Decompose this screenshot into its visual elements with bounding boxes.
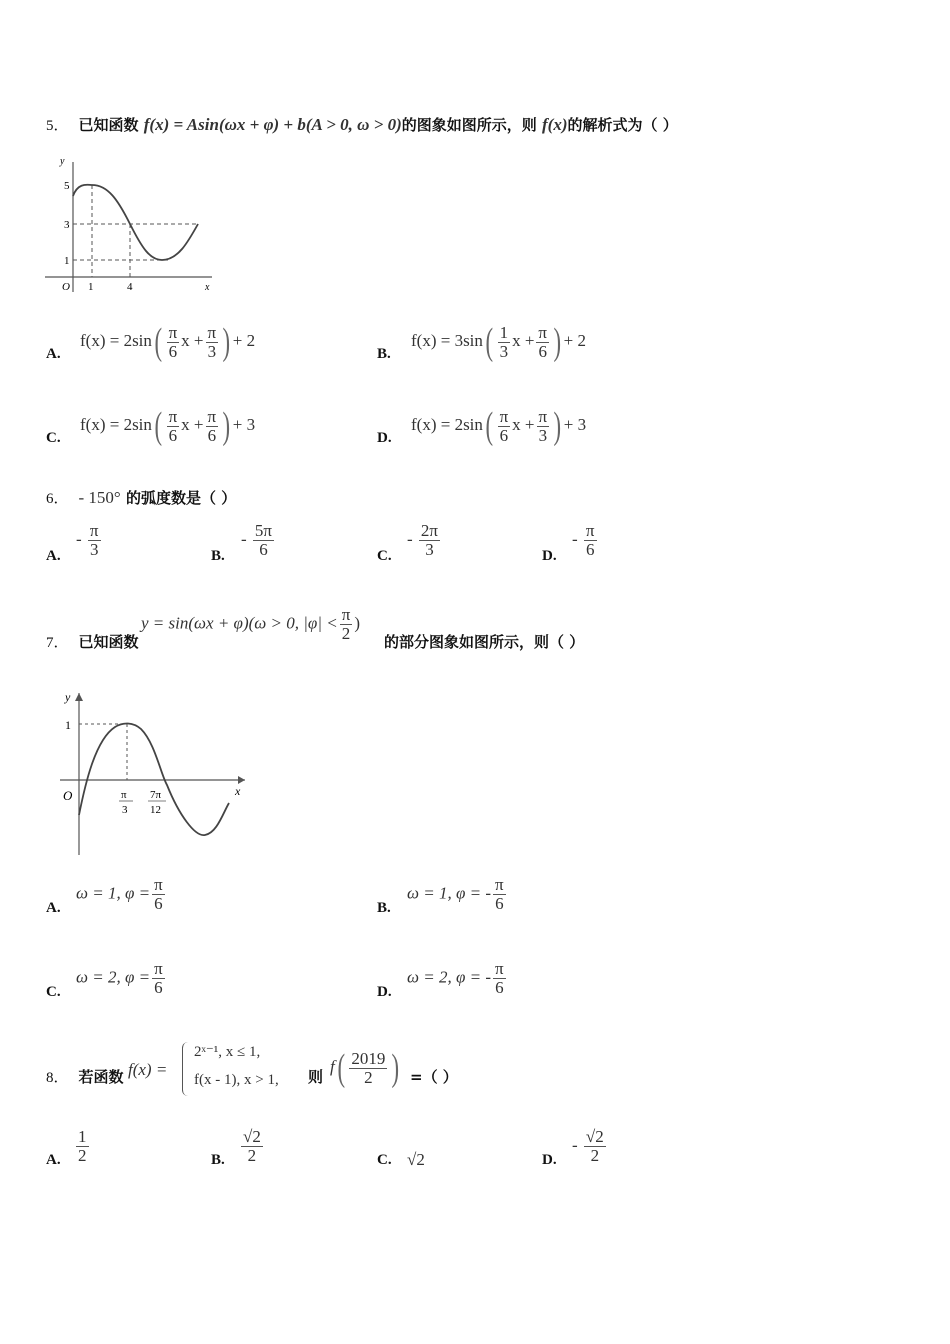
option-formula: f(x) = 2sin( $\frac{\pi}{6}$ x + $\frac{\pi}{3}$ ) + 2 xyxy=(80,321,256,363)
origin-label: O xyxy=(63,788,73,803)
option-label: D. xyxy=(542,1152,557,1168)
option-label: C. xyxy=(377,548,392,564)
question-lead: 已知函数 xyxy=(78,633,139,651)
question-number: 6． xyxy=(46,491,69,507)
question-tail: 的弧度数是（ ） xyxy=(125,489,237,507)
denominator: 6 xyxy=(154,978,163,997)
numerator: π xyxy=(495,959,504,978)
formula-mid: x + xyxy=(181,414,204,434)
numerator: 2019 xyxy=(351,1048,386,1068)
q5-graph xyxy=(40,152,220,297)
formula-mid: x + xyxy=(512,330,535,350)
denominator: 3 xyxy=(207,341,217,361)
origin-label: O xyxy=(62,281,70,293)
numerator: 1 xyxy=(78,1127,87,1146)
option-value xyxy=(239,1128,265,1165)
numerator: π xyxy=(207,406,217,426)
numerator: π xyxy=(168,406,178,426)
question-number: 7． xyxy=(46,635,69,651)
question-lead: 若函数 xyxy=(78,1068,124,1086)
numerator: π xyxy=(207,322,217,342)
option-value xyxy=(572,1128,608,1165)
formula xyxy=(141,606,360,643)
y-tick-5: 5 xyxy=(64,180,70,192)
question-lead: 已知函数 xyxy=(78,116,139,134)
denominator: 2 xyxy=(590,1146,600,1165)
option-value xyxy=(407,960,508,997)
sign: - xyxy=(572,1135,578,1155)
y-axis-label: y xyxy=(65,690,71,704)
y-arrow xyxy=(75,693,83,701)
denominator: 6 xyxy=(495,894,504,913)
numerator: 1 xyxy=(499,322,509,342)
denominator: 6 xyxy=(585,540,595,559)
denominator: 3 xyxy=(89,540,99,559)
numerator: π xyxy=(154,875,163,894)
f-arg: f( $\frac{2019}{2}$ ) xyxy=(330,1047,400,1089)
curve xyxy=(79,723,229,835)
denominator: 2 xyxy=(341,624,351,643)
denominator: 6 xyxy=(538,341,547,361)
fx: f(x) xyxy=(542,115,568,134)
denominator: 2 xyxy=(78,1146,87,1165)
formula-pre: f(x) = 3sin xyxy=(411,330,483,350)
numerator: 5π xyxy=(254,521,273,540)
formula-pre: ω = 2, φ = xyxy=(76,967,151,987)
denominator: 6 xyxy=(259,540,268,559)
formula-post: ) xyxy=(354,613,360,633)
question-mid: 的图象如图所示，则 xyxy=(401,116,537,134)
numerator: π xyxy=(538,406,548,426)
formula-pre: y = sin(ωx + φ)(ω > 0, |φ| < xyxy=(141,613,338,633)
sign: - xyxy=(76,529,82,549)
option-formula: f(x) = 2sin( $\frac{\pi}{6}$ x + $\frac{\pi}{3}$ ) + 3 xyxy=(411,405,587,447)
f-symbol: f xyxy=(330,1056,335,1076)
formula: f(x) = Asin(ωx + φ) + b(A > 0, ω > 0) xyxy=(143,115,402,134)
x-tick-4: 4 xyxy=(127,281,133,293)
formula-mid: x + xyxy=(181,330,204,350)
option-label: D. xyxy=(377,430,392,446)
option-label: B. xyxy=(377,346,391,362)
question-tail: 的解析式为（ ） xyxy=(567,116,678,134)
x-tick-pi3-num: π xyxy=(121,789,127,801)
denominator: 3 xyxy=(499,341,509,361)
y-axis-label: y xyxy=(60,156,65,167)
option-label: D. xyxy=(377,984,392,1000)
brace xyxy=(182,1042,191,1096)
denominator: 6 xyxy=(154,894,163,913)
numerator: π xyxy=(89,521,99,540)
numerator: π xyxy=(495,875,504,894)
x-tick-7pi12-den: 12 xyxy=(150,804,161,816)
denominator: 2 xyxy=(364,1067,373,1087)
x-axis-label: x xyxy=(205,282,210,293)
option-label: B. xyxy=(377,900,391,916)
question-number: 5． xyxy=(46,118,69,134)
option-label: A. xyxy=(46,900,61,916)
x-arrow xyxy=(238,776,245,784)
formula-pre: ω = 1, φ = xyxy=(76,883,151,903)
numerator: √2 xyxy=(585,1127,604,1146)
sign: - xyxy=(241,529,247,549)
option-value: √2 xyxy=(407,1150,425,1169)
option-formula: f(x) = 3sin( $\frac{1}{3}$ x + $\frac{\pi}{6}$ ) + 2 xyxy=(411,321,587,363)
x-tick-7pi12-num: 7π xyxy=(150,789,162,801)
option-value xyxy=(74,1128,91,1165)
formula-pre: f(x) = 2sin xyxy=(411,414,483,434)
formula-post: + 2 xyxy=(563,330,587,350)
denominator: 6 xyxy=(207,425,217,445)
formula-post: + 3 xyxy=(563,414,587,434)
numerator: π xyxy=(341,605,351,624)
sign: - xyxy=(572,529,578,549)
fx: f(x) = xyxy=(128,1060,168,1079)
option-label: C. xyxy=(46,430,61,446)
formula-pre: ω = 2, φ = - xyxy=(407,967,492,987)
option-label: B. xyxy=(211,548,225,564)
y-tick-1: 1 xyxy=(65,718,71,732)
denominator: 6 xyxy=(168,425,178,445)
denominator: 3 xyxy=(425,540,434,559)
denominator: 6 xyxy=(168,341,178,361)
formula-pre: ω = 1, φ = - xyxy=(407,883,492,903)
option-value xyxy=(407,522,442,559)
option-value xyxy=(76,960,167,997)
sign: - xyxy=(407,529,413,549)
formula-post: + 3 xyxy=(232,414,256,434)
option-value xyxy=(407,876,508,913)
option-label: A. xyxy=(46,346,61,362)
question-8-stem xyxy=(46,1042,506,1098)
question-5-stem xyxy=(46,114,678,135)
then-word: 则 xyxy=(308,1068,324,1086)
angle: - 150° xyxy=(78,488,121,507)
question-number: 8． xyxy=(46,1070,69,1086)
x-tick-1: 1 xyxy=(88,281,94,293)
option-label: C. xyxy=(377,1152,392,1168)
formula-pre: f(x) = 2sin xyxy=(80,330,152,350)
formula-post: + 2 xyxy=(232,330,256,350)
option-value xyxy=(241,522,276,559)
denominator: 2 xyxy=(247,1146,257,1165)
option-value xyxy=(76,522,103,559)
numerator: √2 xyxy=(243,1127,261,1146)
x-axis-label: x xyxy=(235,784,241,798)
option-label: A. xyxy=(46,1152,61,1168)
option-value xyxy=(572,522,599,559)
option-label: A. xyxy=(46,548,61,564)
option-label: B. xyxy=(211,1152,225,1168)
x-tick-pi3-den: 3 xyxy=(122,804,128,816)
question-6-stem xyxy=(46,487,236,508)
question-tail: =（ ） xyxy=(410,1068,458,1086)
numerator: π xyxy=(499,406,509,426)
denominator: 6 xyxy=(499,425,509,445)
question-tail: 的部分图象如图所示，则（ ） xyxy=(384,633,585,651)
option-value xyxy=(76,876,167,913)
option-formula: f(x) = 2sin( $\frac{\pi}{6}$ x + $\frac{\pi}{6}$ ) + 3 xyxy=(80,405,256,447)
denominator: 6 xyxy=(495,978,504,997)
y-tick-3: 3 xyxy=(64,219,70,231)
case-2: f(x - 1), x > 1, xyxy=(194,1072,279,1088)
numerator: 2π xyxy=(420,521,439,540)
formula-pre: f(x) = 2sin xyxy=(80,414,152,434)
numerator: π xyxy=(585,521,595,540)
denominator: 3 xyxy=(538,425,548,445)
y-tick-1: 1 xyxy=(64,255,70,267)
formula-mid: x + xyxy=(512,414,535,434)
q7-graph xyxy=(55,685,255,860)
numerator: π xyxy=(538,322,548,342)
option-label: C. xyxy=(46,984,61,1000)
numerator: π xyxy=(154,959,163,978)
case-1: 2ˣ⁻¹, x ≤ 1, xyxy=(194,1044,261,1060)
numerator: π xyxy=(168,322,178,342)
option-label: D. xyxy=(542,548,557,564)
